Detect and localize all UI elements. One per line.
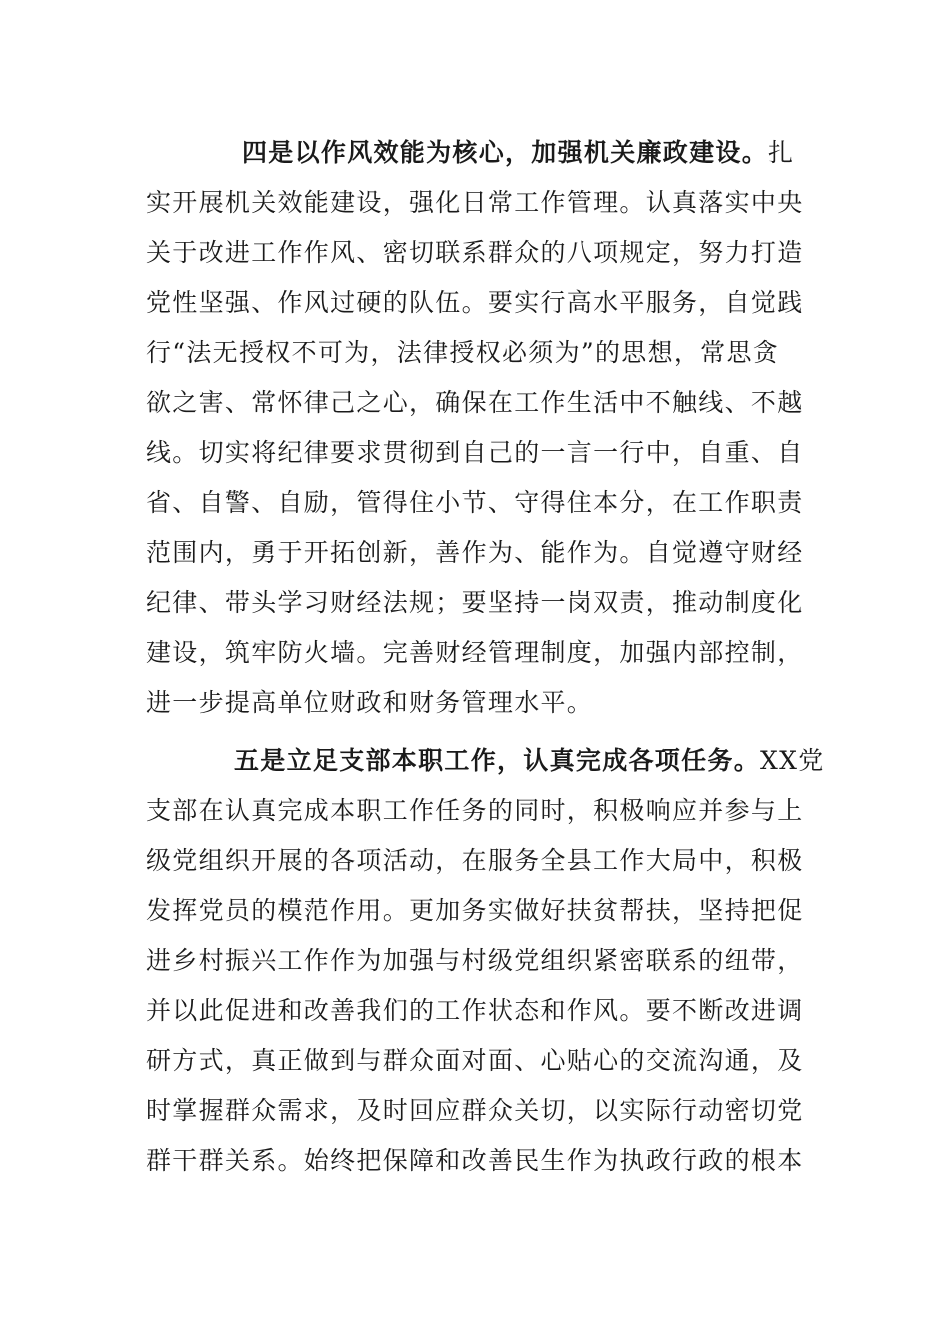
paragraph-line: 研方式，真正做到与群众面对面、心贴心的交流沟通，及 [146,1046,804,1075]
paragraph-line: 进一步提高单位财政和财务管理水平。 [146,688,594,717]
paragraph-line: 发挥党员的模范作用。更加务实做好扶贫帮扶，坚持把促 [146,896,804,925]
paragraph-first-line [146,736,825,786]
paragraph-line: 纪律、带头学习财经法规；要坚持一岗双责，推动制度化 [146,588,804,617]
paragraph-line: 级党组织开展的各项活动，在服务全县工作大局中，积极 [146,846,804,875]
paragraph-five [146,736,825,1186]
paragraph-line: 范围内，勇于开拓创新，善作为、能作为。自觉遵守财经 [146,538,804,567]
paragraph-line: 并以此促进和改善我们的工作状态和作风。要不断改进调 [146,996,804,1025]
paragraph-line: 线。切实将纪律要求贯彻到自己的一言一行中，自重、自 [146,438,804,467]
paragraph-line: 群干群关系。始终把保障和改善民生作为执政行政的根本 [146,1146,804,1175]
paragraph-line: 建设，筑牢防火墙。完善财经管理制度，加强内部控制， [146,638,804,667]
paragraph-line: 支部在认真完成本职工作任务的同时，积极响应并参与上 [146,796,804,825]
paragraph-line: 行“法无授权不可为，法律授权必须为”的思想，常思贪 [146,338,780,367]
paragraph-line: 欲之害、常怀律己之心，确保在工作生活中不触线、不越 [146,388,804,417]
paragraph-lead-heading: 四是以作风效能为核心，加强机关廉政建设。 [242,138,769,167]
paragraph-line: 实开展机关效能建设，强化日常工作管理。认真落实中央 [146,188,804,217]
paragraph-line: 进乡村振兴工作作为加强与村级党组织紧密联系的纽带， [146,946,804,975]
paragraph-four [146,128,806,728]
paragraph-line: 党性坚强、作风过硬的队伍。要实行高水平服务，自觉践 [146,288,804,317]
paragraph-line: 时掌握群众需求，及时回应群众关切，以实际行动密切党 [146,1096,804,1125]
paragraph-line-text: XX党 [760,746,825,775]
paragraph-line: 关于改进工作作风、密切联系群众的八项规定，努力打造 [146,238,804,267]
paragraph-lead-heading: 五是立足支部本职工作，认真完成各项任务。 [234,746,761,775]
paragraph-first-line [146,128,806,178]
paragraph-line: 省、自警、自励，管得住小节、守得住本分，在工作职责 [146,488,804,517]
paragraph-line-text: 扎 [768,138,795,167]
